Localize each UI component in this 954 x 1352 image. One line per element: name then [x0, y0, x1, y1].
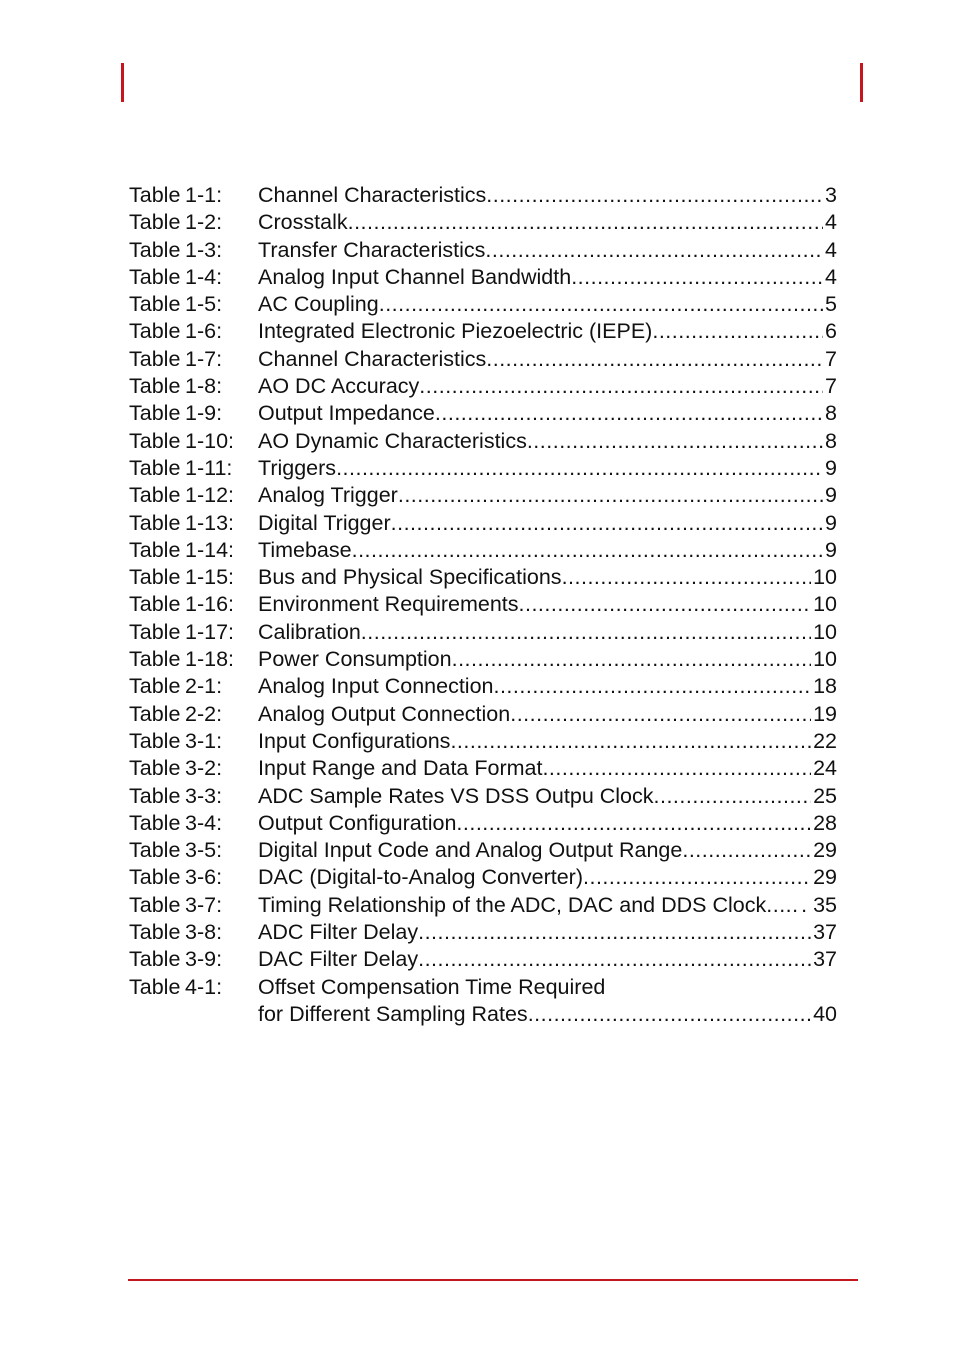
- dot-leader: [418, 919, 811, 946]
- list-item[interactable]: [129, 400, 837, 427]
- entry-page: 8: [825, 401, 837, 426]
- dot-leader: [583, 864, 811, 891]
- entry-label: Table: [129, 947, 181, 972]
- entry-page: 8: [825, 428, 837, 453]
- entry-body: [258, 346, 837, 373]
- list-item[interactable]: [129, 646, 837, 673]
- entry-body: [258, 264, 837, 291]
- list-item[interactable]: [129, 946, 837, 973]
- list-item[interactable]: [129, 591, 837, 618]
- entry-body: [258, 1001, 837, 1028]
- entry-body: [258, 209, 837, 236]
- entry-body: [258, 728, 837, 755]
- entry-title: DAC (Digital-to-Analog Converter): [258, 865, 583, 890]
- entry-number: 3-2:: [185, 756, 223, 781]
- entry-body: [258, 810, 837, 837]
- entry-number: 1-10:: [185, 428, 235, 453]
- entry-label: Table: [129, 756, 181, 781]
- list-item[interactable]: [129, 455, 837, 482]
- entry-page: 10: [813, 619, 837, 644]
- dot-leader: [493, 673, 811, 700]
- entry-body: [258, 646, 837, 673]
- entry-title: Analog Output Connection: [258, 701, 511, 726]
- entry-label: Table: [129, 783, 181, 808]
- entry-page: 24: [813, 756, 837, 781]
- entry-page: 4: [825, 264, 837, 289]
- entry-number: 1-13:: [185, 510, 235, 535]
- entry-number: 2-2:: [185, 701, 223, 726]
- entry-title: Output Impedance: [258, 401, 435, 426]
- entry-number: 3-3:: [185, 783, 223, 808]
- list-item[interactable]: [129, 264, 837, 291]
- dot-leader: [419, 373, 823, 400]
- entry-body: [258, 455, 837, 482]
- entry-page: 7: [825, 374, 837, 399]
- entry-number: 3-9:: [185, 947, 223, 972]
- entry-label: Table: [129, 701, 181, 726]
- list-item[interactable]: [129, 237, 837, 264]
- dot-leader: [542, 755, 811, 782]
- entry-title: Crosstalk: [258, 210, 348, 235]
- entry-label: Table: [129, 920, 181, 945]
- entry-label: Table: [129, 974, 181, 999]
- entry-number: 3-8:: [185, 920, 223, 945]
- header-mark-right: [860, 63, 863, 102]
- entry-number: 1-3:: [185, 237, 223, 262]
- entry-label: Table: [129, 592, 181, 617]
- entry-body: [258, 537, 837, 564]
- entry-body: [258, 182, 837, 209]
- entry-page: 25: [813, 783, 837, 808]
- entry-page: 19: [813, 701, 837, 726]
- entry-number: 1-12:: [185, 483, 235, 508]
- dot-leader: [336, 455, 823, 482]
- entry-label: Table: [129, 483, 181, 508]
- entry-label: Table: [129, 237, 181, 262]
- entry-title: Triggers: [258, 455, 337, 480]
- entry-label: Table: [129, 537, 181, 562]
- list-item[interactable]: [129, 482, 837, 509]
- dot-leader: [450, 728, 811, 755]
- dot-leader: [398, 482, 823, 509]
- list-item[interactable]: [129, 974, 837, 1001]
- entry-number: 3-1:: [185, 728, 223, 753]
- list-item[interactable]: [129, 209, 837, 236]
- entry-number: 1-1:: [185, 183, 223, 207]
- entry-title: Input Configurations: [258, 728, 451, 753]
- entry-label: Table: [129, 374, 181, 399]
- entry-page: 9: [825, 483, 837, 508]
- entry-body: [258, 974, 837, 1001]
- entry-number: 1-11:: [185, 455, 233, 480]
- entry-title: Timing Relationship of the ADC, DAC and DDS Clock: [258, 892, 767, 917]
- dot-leader: [452, 646, 811, 673]
- list-item[interactable]: [129, 291, 837, 318]
- dot-leader: [682, 837, 811, 864]
- entry-page: 9: [825, 510, 837, 535]
- entry-title: Analog Input Channel Bandwidth: [258, 264, 572, 289]
- list-item[interactable]: [129, 728, 837, 755]
- entry-title: Transfer Characteristics: [258, 237, 486, 262]
- entry-number: 1-7:: [185, 346, 223, 371]
- entry-number: 4-1:: [185, 974, 223, 999]
- entry-title: Offset Compensation Time Required: [258, 974, 606, 999]
- entry-page: 5: [825, 292, 837, 317]
- entry-label: Table: [129, 892, 181, 917]
- entry-number: 3-5:: [185, 838, 223, 863]
- list-item[interactable]: [129, 837, 837, 864]
- entry-body: [258, 591, 837, 618]
- entry-body: [258, 892, 837, 919]
- entry-page: 18: [813, 674, 837, 699]
- dot-leader: [418, 946, 811, 973]
- list-of-tables: [129, 182, 837, 1028]
- list-item[interactable]: [129, 892, 837, 919]
- entry-label: Table: [129, 319, 181, 344]
- list-item[interactable]: [129, 755, 837, 782]
- list-item[interactable]: [129, 318, 837, 345]
- entry-title: Output Configuration: [258, 810, 457, 835]
- list-item[interactable]: [129, 182, 837, 209]
- entry-label: Table: [129, 810, 181, 835]
- entry-title: Analog Input Connection: [258, 674, 494, 699]
- entry-title: ADC Sample Rates VS DSS Outpu Clock: [258, 783, 654, 808]
- entry-title: Channel Characteristics: [258, 346, 487, 371]
- dot-leader: [510, 701, 811, 728]
- dot-leader: [562, 564, 812, 591]
- dot-leader: [435, 400, 823, 427]
- entry-page: 9: [825, 455, 837, 480]
- list-item[interactable]: [129, 537, 837, 564]
- entry-label: Table: [129, 865, 181, 890]
- entry-page: 10: [813, 592, 837, 617]
- entry-body: [258, 946, 837, 973]
- entry-number: 1-5:: [185, 292, 223, 317]
- list-item[interactable]: [129, 783, 837, 810]
- entry-body: [258, 237, 837, 264]
- dot-leader: [571, 264, 823, 291]
- dot-leader: [456, 810, 811, 837]
- entry-page: 9: [825, 537, 837, 562]
- entry-title: Analog Trigger: [258, 483, 398, 508]
- entry-page: 10: [813, 565, 837, 590]
- entry-body: [258, 428, 837, 455]
- header-mark-left: [121, 63, 124, 102]
- entry-title: for Different Sampling Rates: [258, 1001, 528, 1026]
- entry-title: ADC Filter Delay: [258, 920, 419, 945]
- entry-number: 2-1:: [185, 674, 223, 699]
- entry-title: Bus and Physical Specifications: [258, 565, 562, 590]
- entry-label: Table: [129, 401, 181, 426]
- entry-label: Table: [129, 510, 181, 535]
- dot-leader: [654, 783, 812, 810]
- entry-title: Calibration: [258, 619, 361, 644]
- entry-number: 1-17:: [185, 619, 235, 644]
- entry-title: Power Consumption: [258, 647, 452, 672]
- entry-body: [258, 318, 837, 345]
- entry-body: [258, 837, 837, 864]
- entry-page: 4: [825, 210, 837, 235]
- dot-leader: [486, 346, 823, 373]
- entry-title: Input Range and Data Format: [258, 756, 543, 781]
- entry-body: [258, 864, 837, 891]
- entry-label: Table: [129, 647, 181, 672]
- entry-body: [258, 564, 837, 591]
- dot-leader: [486, 182, 823, 209]
- entry-body: [258, 619, 837, 646]
- list-item-continuation[interactable]: [129, 1001, 837, 1028]
- entry-body: [258, 673, 837, 700]
- entry-body: [258, 373, 837, 400]
- entry-body: [258, 482, 837, 509]
- list-item[interactable]: [129, 564, 837, 591]
- entry-number: 1-8:: [185, 374, 223, 399]
- list-item[interactable]: [129, 428, 837, 455]
- dot-leader: [766, 892, 799, 919]
- entry-number: 1-14:: [185, 537, 235, 562]
- entry-title: AC Coupling: [258, 292, 379, 317]
- entry-page: 6: [825, 319, 837, 344]
- list-item[interactable]: [129, 919, 837, 946]
- list-item[interactable]: [129, 510, 837, 537]
- entry-label: Table: [129, 728, 181, 753]
- entry-number: 1-9:: [185, 401, 223, 426]
- entry-number: 1-16:: [185, 592, 235, 617]
- entry-title: Digital Input Code and Analog Output Range: [258, 838, 683, 863]
- entry-page: 28: [813, 810, 837, 835]
- entry-page: 29: [813, 865, 837, 890]
- entry-title: AO DC Accuracy: [258, 374, 420, 399]
- entry-label: Table: [129, 674, 181, 699]
- entry-number: 1-18:: [185, 647, 235, 672]
- entry-body: [258, 701, 837, 728]
- dot-leader: [361, 619, 811, 646]
- entry-body: [258, 291, 837, 318]
- entry-number: 1-15:: [185, 565, 235, 590]
- list-item[interactable]: [129, 373, 837, 400]
- entry-label: Table: [129, 838, 181, 863]
- entry-body: [258, 510, 837, 537]
- entry-page: 40: [813, 1001, 837, 1026]
- entry-label: Table: [129, 183, 181, 207]
- entry-number: 1-6:: [185, 319, 223, 344]
- dot-leader: [485, 237, 823, 264]
- dot-leader: [391, 510, 823, 537]
- list-item[interactable]: [129, 346, 837, 373]
- entry-page: 7: [825, 346, 837, 371]
- entry-label: Table: [129, 292, 181, 317]
- entry-label: Table: [129, 264, 181, 289]
- entry-page: 4: [825, 237, 837, 262]
- dot-leader: [527, 428, 823, 455]
- entry-label: Table: [129, 455, 181, 480]
- footer-rule: [128, 1279, 858, 1281]
- entry-title: DAC Filter Delay: [258, 947, 419, 972]
- entry-number: 3-4:: [185, 810, 223, 835]
- dot-leader: [348, 209, 823, 236]
- entry-body: [258, 919, 837, 946]
- entry-title: Integrated Electronic Piezoelectric (IEPE): [258, 319, 653, 344]
- list-item[interactable]: [129, 619, 837, 646]
- entry-page: 29: [813, 838, 837, 863]
- entry-label: Table: [129, 565, 181, 590]
- entry-page: 37: [813, 920, 837, 945]
- dot-leader: [652, 318, 823, 345]
- entry-number: 1-4:: [185, 264, 223, 289]
- dot-leader: [519, 591, 812, 618]
- list-item[interactable]: [129, 864, 837, 891]
- entry-page: 10: [813, 647, 837, 672]
- entry-number: 3-7:: [185, 892, 223, 917]
- entry-label: Table: [129, 346, 181, 371]
- dot-leader: [352, 537, 823, 564]
- entry-page: . 35: [801, 892, 837, 917]
- entry-title: Channel Characteristics: [258, 183, 487, 207]
- entry-title: Timebase: [258, 537, 352, 562]
- entry-body: [258, 400, 837, 427]
- entry-title: Environment Requirements: [258, 592, 519, 617]
- entry-title: AO Dynamic Characteristics: [258, 428, 527, 453]
- list-item[interactable]: [129, 810, 837, 837]
- entry-body: [258, 755, 837, 782]
- entry-number: 1-2:: [185, 210, 223, 235]
- dot-leader: [379, 291, 823, 318]
- entry-label: Table: [129, 619, 181, 644]
- entry-number: 3-6:: [185, 865, 223, 890]
- entry-page: 37: [813, 947, 837, 972]
- entry-body: [258, 783, 837, 810]
- list-item[interactable]: [129, 701, 837, 728]
- entry-label: Table: [129, 428, 181, 453]
- entry-page: 22: [813, 728, 837, 753]
- list-item[interactable]: [129, 673, 837, 700]
- entry-title: Digital Trigger: [258, 510, 391, 535]
- entry-label: Table: [129, 210, 181, 235]
- entry-page: 3: [825, 183, 837, 207]
- dot-leader: [528, 1001, 811, 1028]
